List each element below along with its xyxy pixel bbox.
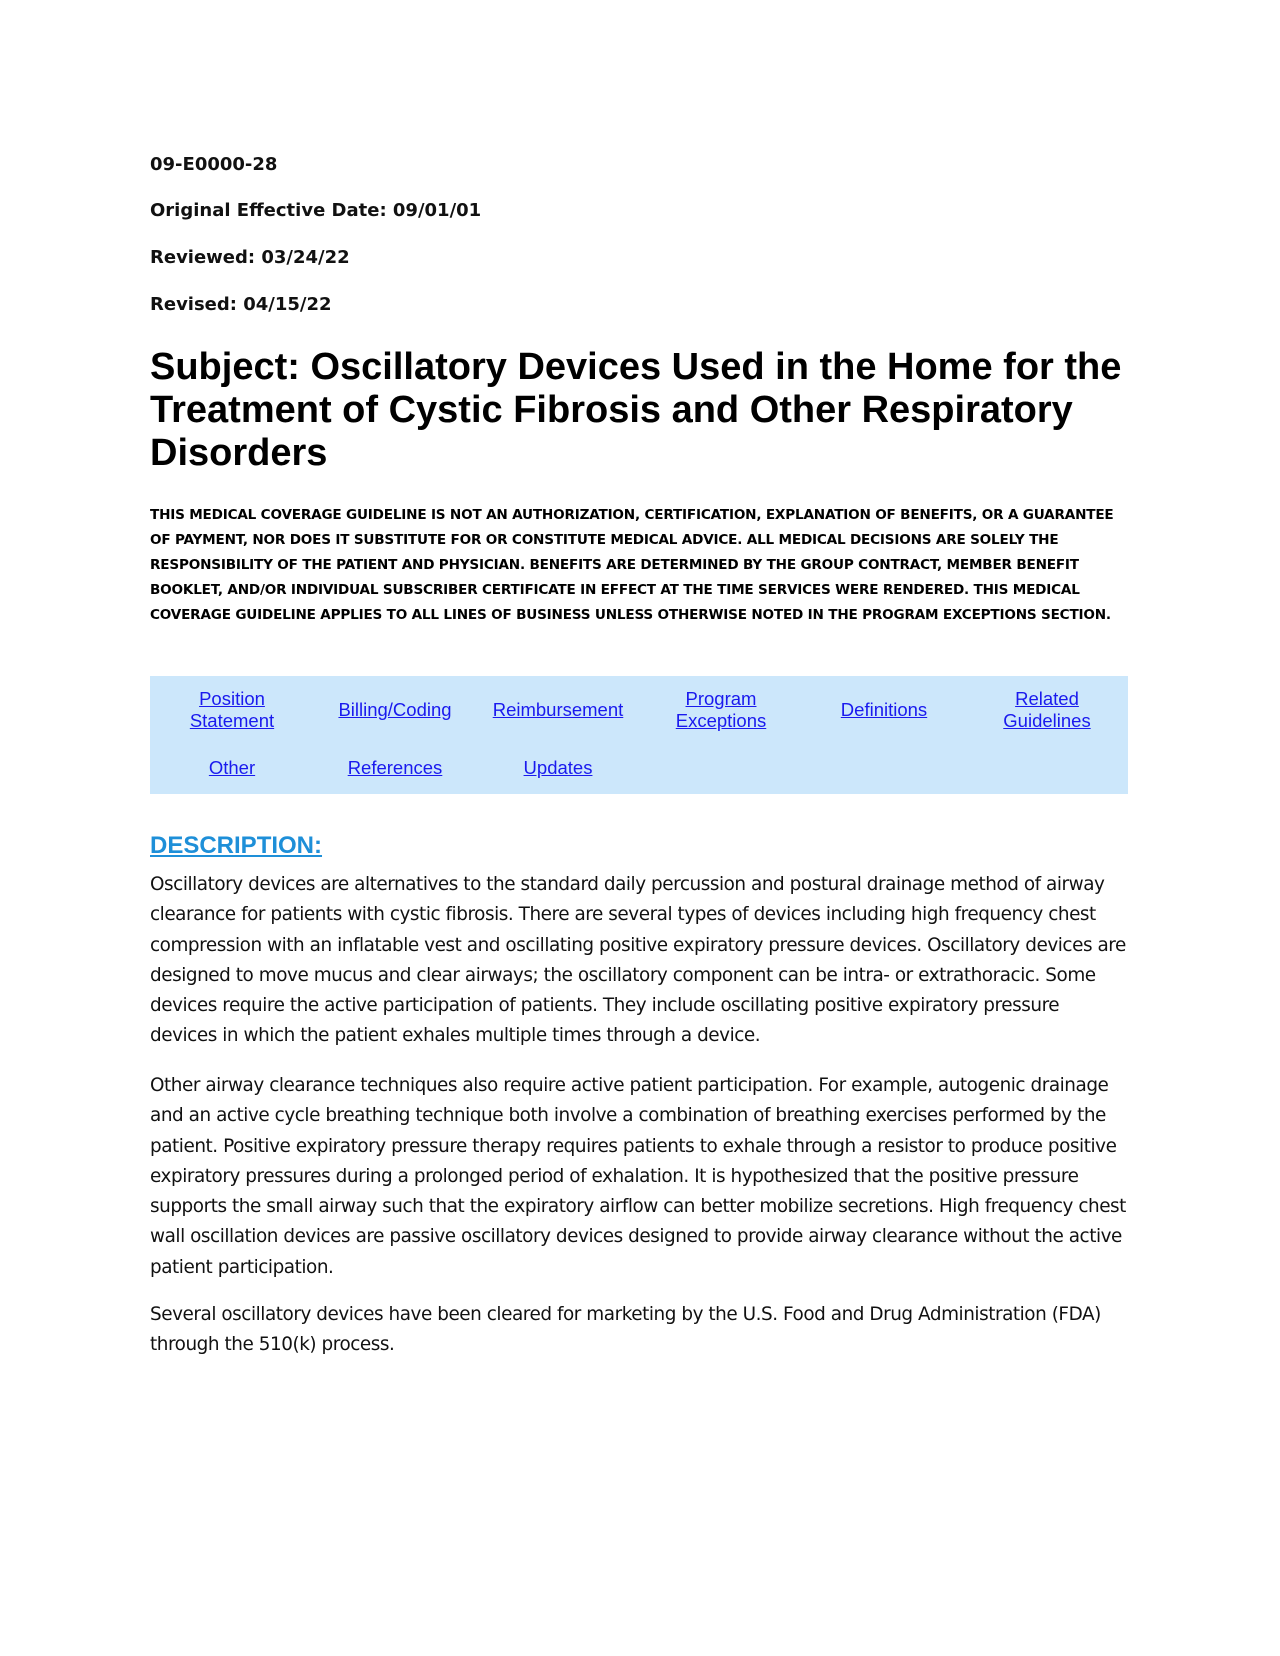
original-effective-date: Original Effective Date: 09/01/01 bbox=[150, 200, 482, 221]
nav-link-billing-coding[interactable]: Billing/Coding bbox=[338, 699, 452, 720]
description-paragraph: Several oscillatory devices have been cleared for marketing by the U.S. Food and Drug Administration (FDA) through the 510(k) process. bbox=[150, 1304, 1101, 1356]
description-heading: DESCRIPTION: bbox=[150, 832, 323, 859]
reviewed-date: Reviewed: 03/24/22 bbox=[150, 247, 350, 268]
coverage-disclaimer: THIS MEDICAL COVERAGE GUIDELINE IS NOT AN AUTHORIZATION, CERTIFICATION, EXPLANATION OF BENEFITS, OR A GUARANTEE OF PAYMENT, NOR DOES IT SUBSTITUTE FOR OR CONSTITUTE MEDICAL ADVICE. ALL MEDICAL DECISIONS ARE SOLELY THE RESPONSIBILITY OF THE PATIENT AND PHYSICIAN. BENEFITS ARE DETERMINED BY THE GROUP CONTRACT, MEMBER BENEFIT BOOKLET, AND/OR INDIVIDUAL SUBSCRIBER CERTIFICATE IN EFFECT AT THE TIME SERVICES WERE RENDERED. THIS MEDICAL COVERAGE GUIDELINE APPLIES TO ALL LINES OF BUSINESS UNLESS OTHERWISE NOTED IN THE PROGRAM EXCEPTIONS SECTION. bbox=[150, 507, 1114, 623]
nav-link-updates[interactable]: Updates bbox=[523, 757, 593, 778]
page-title: Subject: Oscillatory Devices Used in the Home for the Treatment of Cystic Fibrosis and Other Respiratory Disorders bbox=[150, 346, 1122, 474]
nav-link-position-statement[interactable]: Position Statement bbox=[189, 688, 275, 731]
description-paragraph: Other airway clearance techniques also require active patient participation. For example, autogenic drainage and an active cycle breathing technique both involve a combination of breathing exercises performed by the patient. Positive expiratory pressure therapy requires patients to exhale through a resistor to produce positive expiratory pressures during a prolonged period of exhalation. It is hypothesized that the positive pressure supports the small airway such that the expiratory airflow can better mobilize secretions. High frequency chest wall oscillation devices are passive oscillatory devices designed to provide airway clearance without the active patient participation. bbox=[150, 1075, 1126, 1278]
revised-date: Revised: 04/15/22 bbox=[150, 294, 332, 315]
document-number: 09-E0000-28 bbox=[150, 154, 278, 175]
nav-link-reimbursement[interactable]: Reimbursement bbox=[492, 699, 624, 720]
nav-link-program-exceptions[interactable]: Program Exceptions bbox=[675, 688, 767, 731]
nav-link-references[interactable]: References bbox=[347, 757, 443, 778]
nav-link-other[interactable]: Other bbox=[208, 757, 256, 778]
section-navigation bbox=[150, 676, 1128, 794]
nav-link-related-guidelines[interactable]: Related Guidelines bbox=[1003, 688, 1091, 731]
nav-link-definitions[interactable]: Definitions bbox=[840, 699, 928, 720]
description-paragraph: Oscillatory devices are alternatives to the standard daily percussion and postural drainage method of airway clearance for patients with cystic fibrosis. There are several types of devices including high frequency chest compression with an inflatable vest and oscillating positive expiratory pressure devices. Oscillatory devices are designed to move mucus and clear airways; the oscillatory component can be intra- or extrathoracic. Some devices require the active participation of patients. They include oscillating positive expiratory pressure devices in which the patient exhales multiple times through a device. bbox=[150, 874, 1126, 1047]
